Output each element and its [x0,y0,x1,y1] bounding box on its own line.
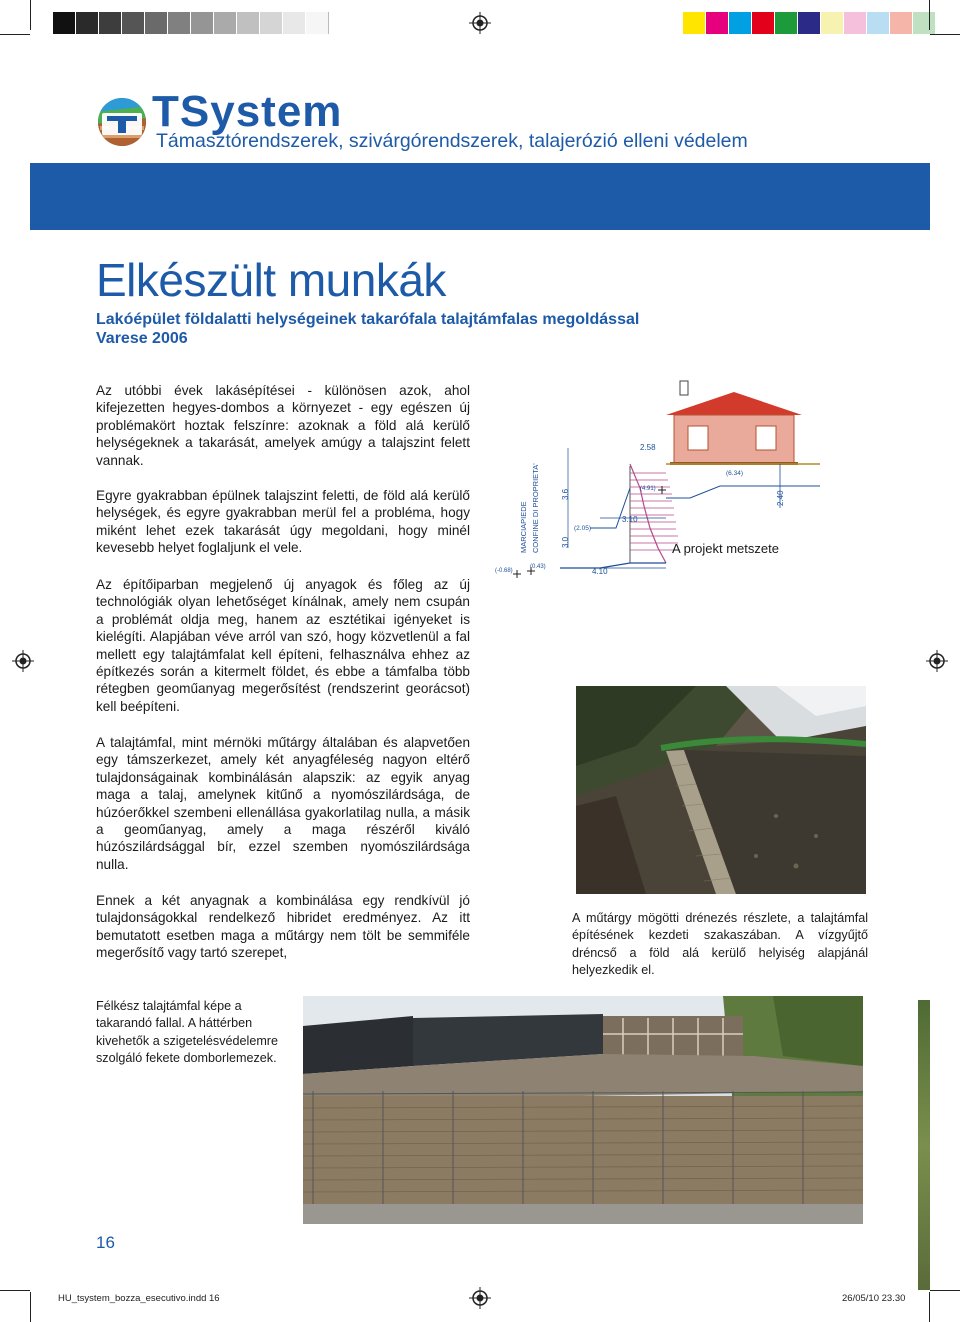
dim-label: (2.05) [574,525,591,532]
color-bar [683,12,936,34]
dim-label: 3.6 [561,488,570,500]
page-subtitle [96,310,639,348]
diagram-caption: A projekt metszete [672,541,779,556]
wall-photo [303,996,863,1224]
brand-tagline: Támasztórendszerek, szivárgórendszerek, talajerózió elleni védelem [156,130,748,152]
crop-mark [30,1292,31,1322]
diagram-label-sidewalk: MARCIAPIEDE [519,501,528,553]
crop-mark [30,0,31,30]
dim-label: 2.40 [776,490,785,506]
drainage-photo-caption: A műtárgy mögötti drénezés részlete, a talajtámfal építésének kezdeti szakaszában. A vízgyűjtő dréncső a föld alá kerülő helyiség alapjánál helyezkedik el. [572,911,868,978]
subtitle-line: Varese 2006 [96,330,188,347]
dim-label: 3.0 [561,536,570,548]
page-number: 16 [96,1233,115,1252]
page-title: Elkészült munkák [96,254,446,306]
registration-mark-icon [926,650,948,672]
foundation-line [560,563,666,568]
body-paragraph: A talajtámfal, mint mérnöki műtárgy általában és alapvetően egy támszerkezet, amely két anyagféleség nagyon eltérő tulajdonságainak kombinálásán alapszik: az egyik anyag maga a talaj, amelynek kitűnő a nyomószilárdsága, de húzóerőkkel szembeni ellenállása gyakorlatilag nulla, a másik a geoműanyag, amely a maga részéről kiváló húzószilárdsággal bír, ezzel szemben nyomószilárdsága nulla. [96,735,470,872]
body-paragraph: Az építőiparban megjelenő új anyagok és főleg az új technológiák olyan lehetőséget kínálnak, amely nem csupán a problémát oldja meg, hanem az esztétikai igényeket is kielégíti. Alapjában véve arról van szó, hogy közvetlenül a fal mellett egy talajtámfalat kell építeni, felhasználva ehhez az építkezés során a kitermelt földet, és ebbe a támfalba több rétegben geoműanyag megerősítést (rendszerint georácsot) kell beépíteni. [96,577,470,714]
body-paragraph: Az utóbbi évek lakásépítései - különösen azok, ahol kifejezetten hegyes-dombos a környezet - egy egészen új problémakört hoztak felszínre: azoknak a föld alá kerülő helységeknek a takarását, amelyek amúgy a talajszint felett vannak. [96,383,470,468]
crop-mark [930,34,960,35]
dim-label: 4.10 [592,567,608,576]
body-paragraph: Ennek a két anyagnak a kombinálása egy rendkívül jó tulajdonságokkal rendelkező hibridet eredményez. Az itt bemutatott esetben maga a műtárgy nem tölt be semmiféle megerősítő vagy tartó szerepet, [96,893,470,961]
dim-label: (6.34) [726,470,743,477]
crop-mark [929,0,930,30]
bleed-photo-strip [918,1000,930,1290]
registration-mark-icon [469,12,491,34]
grayscale-bar [53,12,329,34]
dim-label: 2.58 [640,443,656,452]
crop-mark [930,1290,960,1291]
slug-date: 26/05/10 23.30 [842,1293,906,1304]
crop-mark [929,1292,930,1322]
subtitle-line: Lakóépület földalatti helységeinek takarófala talajtámfalas megoldással [96,311,640,328]
crop-mark [0,1290,30,1291]
registration-mark-icon [469,1287,491,1309]
diagram-label-boundary: CONFINE DI PROPRIETA' [531,463,540,553]
wall-photo-image [303,996,863,1224]
dim-label: 3.10 [622,515,638,524]
house-window [688,426,708,450]
brand-name: TSystem [152,87,343,136]
tsystem-logo-icon [96,96,148,148]
ground-profile [666,486,820,498]
slope-line [630,464,666,563]
dim-label: (4.91) [640,486,656,492]
dim-label: (0.43) [530,564,546,570]
drainage-photo [576,686,866,894]
dim-label: (-0.68) [495,568,513,574]
drainage-photo-image [576,686,866,894]
wall-photo-caption: Félkész talajtámfal képe a takarandó fallal. A háttérben kivehetők a szigetelésvédelemre szolgáló fekete domborlemezek. [96,999,279,1066]
house-window [756,426,776,450]
slug-filename: HU_tsystem_bozza_esecutivo.indd 16 [58,1293,220,1304]
chimney [680,381,688,395]
body-paragraph: Egyre gyakrabban épülnek talajszint feletti, de föld alá kerülő helységek, és egyre gyakrabban merül fel a probléma, hogy miként lehet ezek takarását úgy megoldani, hogy minél kevesebb helyet foglaljunk el vele. [96,488,470,556]
geogrid-layers [630,473,680,550]
registration-mark-icon [12,650,34,672]
crop-mark [0,34,30,35]
header-band [30,163,930,230]
